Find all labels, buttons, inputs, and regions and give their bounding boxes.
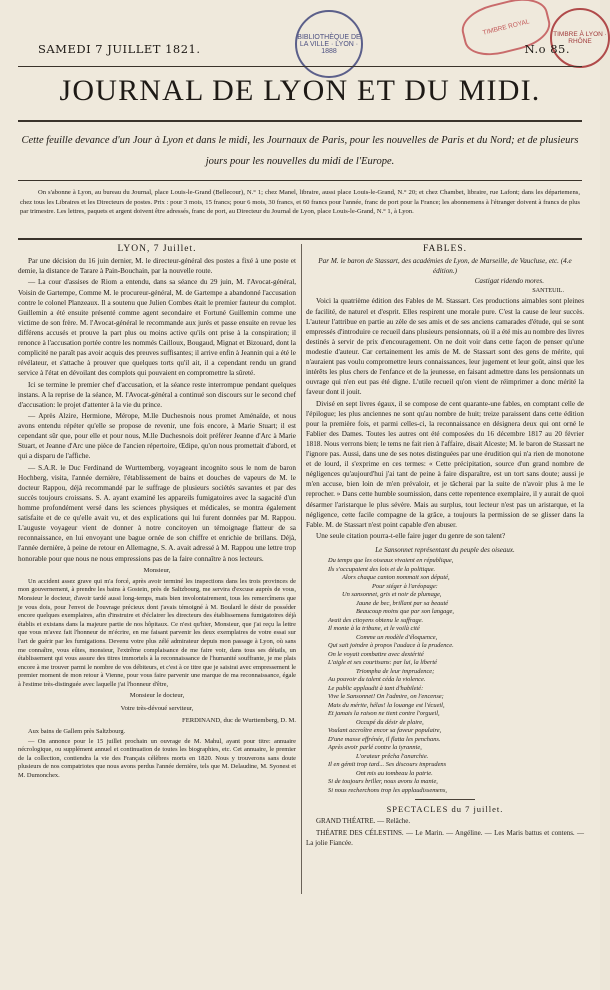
spectacle-item: THÉATRE DES CÉLESTINS. — Le Marin. — Angéline. — Les Maris battus et contens. — La jolie Fiancée. [306, 828, 584, 847]
article-paragraph: — La cour d'assises de Riom a entendu, dans sa séance du 29 juin, M. l'Avocat-général, Voisin de Gartempe, Comme M. le procureur-général, M. de Gartempe a abandonné l'accusation contre le colonel Planzeaux. Il a soutenu que Julien Combes était le premier fauteur du complot. Guillemin a été ensuite présenté comme agent secondaire et Fortuné Guillemin comme une victime de son frère. M. l'Avocat-général le recommande aux jurés et passe ensuite en revue les différens accusés et prouve la part plus ou moins active qu'ils ont prise à la conspiration; il renonce à l'accusation portée contre les nommés Cailloux, Bougaud, Mignat et Bizouard, dont la complicité ne paraît pas avoir acquis des preuves suffisantes; il arrive enfin à Jeannin qui a été le révélateur, et s'attache à prouver que quelques torts qu'il ait, il a cependant rendu un grand service à l'état en dévoilant des complots qui pouvaient en compromettre la sûreté. [18, 278, 296, 378]
poem-line: Et jamais la raison ne tient contre l'orgueil, [328, 710, 440, 718]
poem-line: Au pouvoir du talent céda la violence. [328, 676, 426, 684]
subtitle-rule [18, 180, 582, 181]
poem-line: Vive le Sansonnet! On l'admire, on l'encense; [328, 693, 444, 701]
spectacle-item: GRAND THÉATRE. — Relâche. [316, 817, 411, 826]
article-paragraph: — S.A.R. le Duc Ferdinand de Wurttemberg, voyageant incognito sous le nom de baron Hochberg, visita, l'année dernière, l'établissement de bains et douches de vapeurs de M. le docteur Rappou, déjà recommandé par le suffrage de plusieurs sociétés savantes et par des succès toujours croissans. S. A. ayant examiné les appareils fumigatoires avec la sagacité d'un homme profondément versé dans les sciences physiques et médicales, se montra également satisfaite et de ce qu'elle avait vu, et des explications qui lui furent données par M. Rappou. L'auguste voyageur vient de donner à notre concitoyen un témoignage flatteur de sa reconnaissance, en lui envoyant une bague ornée de son chiffre et enrichie de brillans. Déjà, l'année dernière, à peine de retour en Allemagne, S. A. avait adressé à M. Rappou une lettre trop honorable pour que nous ne nous empressions pas de la faire connaître à nos lecteurs. [18, 463, 296, 563]
column-separator [301, 244, 302, 894]
issue-date: SAMEDI 7 JUILLET 1821. [38, 42, 201, 56]
poem-title: Le Sansonnet représentant du peuple des oiseaux. [375, 546, 515, 555]
letter-block [18, 566, 296, 781]
article-paragraph: Ici se termine le premier chef d'accusation, et la séance reste interrompue pendant quelques instans. A la reprise de la séance, M. l'Avocat-général a continué son discours sur le second chef d'accusation: le projet d'attenter à la vie du prince. [18, 380, 296, 409]
poem-line: Beaucoup moins que par son langage, [356, 608, 454, 616]
fables-heading: FABLES. [422, 244, 468, 254]
poem-line: Alors chaque canton nommait son député, [342, 574, 450, 582]
poem-line: On le voyait combattre avec dextérité [328, 650, 424, 658]
poem-line: Qui sait joindre à propos l'audace à la prudence. [328, 642, 454, 650]
article-paragraph: Divisé en sept livres égaux, il se compose de cent quarante-une fables, en comptant celle de l'épilogue; les plus anciennes ne sont qu'au nombre de huit; treize paraissent dans cette édition pour la première fois, et parmi celles-ci, la reconnaissance en désignera deux qui ont orné le Fablier des Dames. Toutes les autres ont été composées du 16 décembre 1817 au 20 février 1818. Nous verrons bien; le tems ne fait rien à l'affaire, disait Alceste; M. le baron de Stassart ne l'ignore pas. Aussi, dans une de ses notes distinguées par une érudition qui n'a rien de monotone et de lourd, il s'exprime en ces termes: « Cette précipitation, source d'un grand nombre de négligences qu'aujourd'hui j'ai tant de peine à faire disparaître, est un tort sans doute; aussi je m'en accuse, bien loin de m'en prévaloir, et je tâcherai par la suite de n'avoir plus à me le reprocher. » Dans cette humble soumission, dans cette repentence exemplaire, il y aurait de quoi désarmer l'aristarque le plus sévère. Mais au surplus, tout lecteur n'est pas un aristarque, et la négligence, cette facile compagne de la grâce, a toujours la permission de se glisser dans la Fable. M. de Stassart n'est point capable d'en abuser. [306, 399, 584, 529]
poem-line: Voulant accroître encor sa faveur populaire, [328, 727, 442, 735]
fables-motto: Castigat ridendo mores. [474, 277, 544, 286]
poem-line: Il monte à la tribune, et le voilà cité [328, 625, 420, 633]
poem-line: Comme un modèle d'éloquence, [356, 633, 438, 641]
letter-place: Aux bains de Gallem près Saltzbourg. [28, 727, 126, 735]
issue-number: N.o 85. [524, 42, 570, 56]
letter-signature: FERDINAND, duc de Wurttemberg, D. M. [182, 716, 296, 724]
poem-line: L'aigle et ses courtisans: par lui, la liberté [328, 659, 437, 667]
header-bottom-rule [18, 238, 582, 240]
subscription-notice: On s'abonne à Lyon, au bureau du Journal, place Louis-le-Grand (Bellecour), N.° 1; chez Manel, libraire, aussi place Louis-le-Grand, N.° 20; et chez Chambet, libraire, rue Lafont; dans les départemens, chez tous les Libraires et les Directeurs de postes. Prix : pour 3 mois, 15 francs; pour 6 mois, 30 francs, et 60 francs pour l'année, franc de port pour la France; les abonnemens à l'étranger doivent à francs de plus par trimestre. Les lettres, paquets et argent doivent être adressés, franc de port, au Directeur du Journal de Lyon, place Louis-le-Grand, N.° 1, à Lyon. [20, 189, 580, 215]
letter-close-2: Votre très-dévoué serviteur, [120, 704, 194, 712]
poem-line: Le public applaudit à tant d'habileté: [328, 684, 424, 692]
spectacles-heading: SPECTACLES du 7 juillet. [386, 804, 504, 815]
poem-line: Jaune de bec, brillant par sa beauté [356, 599, 449, 607]
fables-byline: Par M. le baron de Stassart, des académies de Lyon, de Marseille, de Vaucluse, etc. (4.e édition.) [318, 257, 572, 276]
letter-close-1: Monsieur le docteur, [129, 692, 185, 700]
poem-line: Triompha de leur imprudence; [356, 667, 435, 675]
poem-line: Il en gémit trop tard... Ses discours imprudens [328, 761, 447, 769]
poem-line: Un sansonnet, gris et noir de plumage, [342, 591, 442, 599]
poem-line: D'une masse effrénée, il flatta les penchans. [328, 735, 441, 743]
timbre-royal-text: TIMBRE ROYAL [481, 17, 531, 37]
poem-line: Ont mis au tombeau la patrie. [356, 769, 433, 777]
poem-line: Occupé du désir de plaire, [356, 718, 424, 726]
newspaper-title: JOURNAL DE LYON ET DU MIDI. [59, 74, 541, 107]
section-divider [415, 799, 475, 800]
timbre-rhone-text: TIMBRE À LYON · RHÔNE [553, 31, 607, 45]
library-stamp-text: BIBLIOTHÈQUE DE LA VILLE · LYON · 1888 [297, 33, 361, 55]
article-paragraph: Voici la quatrième édition des Fables de M. Stassart. Ces productions aimables sont pleines de facilité, de naturel et d'esprit. Elles respirent une morale pure. C'est la cause de leur succès. L'auteur l'attribue en partie au zèle de ses amis et de ses anciens camarades d'étude, qui se sont empressés d'introduire ce recueil dans plusieurs pensionnats, où il a été mis au nombre des livres destinés à servir de prix d'encouragement. On ne doit voir dans cette façon de penser qu'une modestie d'auteur. Car certainement les amis de M. de Stassart sont des gens de mérite, qui n'auraient pas voulu compromettre leurs connaissances, leur jugement et leur goût, ainsi que les intérêts les plus chers de l'enfance et de la jeunesse, en faisant admettre dans les pensionnats un ouvrage qui n'en eut pas été digne. L'utile recueil qu'on vient de réimprimer a donc mérité la faveur dont il jouit. [306, 297, 584, 397]
article-paragraph: Par une décision du 16 juin dernier, M. le directeur-général des postes a fixé à une poste et demie, la distance de Tarare à Pain-Bouchain, par la nouvelle route. [18, 257, 296, 276]
poem-line: Si de toujours briller, nous avons la manie, [328, 778, 438, 786]
title-rule [18, 120, 582, 122]
letter-salutation: Monsieur, [143, 566, 171, 574]
poem-line: Avait des citoyens obtenu le suffrage. [328, 616, 424, 624]
right-column [306, 244, 584, 849]
poem-line: Pour siéger à l'aréopage: [372, 582, 438, 590]
left-column [18, 244, 296, 782]
article-paragraph: — On annonce pour le 15 juillet prochain un ouvrage de M. Mahul, ayant pour titre: annuaire nécrologique, ou supplément annuel et continuation de toutes les biographies, etc. Cet annuaire, le premier de la collection, contiendra la vie des Français célèbres morts en 1820. Nous y trouverons sans doute plusieurs de nos compatriotes que nous avons perdus l'année dernière, tels que M. Delaudine, M. Syonest et M. Dumonchex. [18, 737, 296, 779]
poem-line: Mais du mérite, hélas! la louange est l'écueil, [328, 701, 445, 709]
poem-line: Ils s'occupaient des lois et de la politique. [328, 565, 436, 573]
fables-motto-author: SANTEUIL. [532, 287, 564, 295]
poem-line: Du temps que les oiseaux vivaient en république, [328, 557, 454, 565]
poem-line: L'orateur prêcha l'anarchie. [356, 752, 429, 760]
letter-text: Un accident assez grave qui m'a forcé, après avoir terminé les inspections dans les trois provinces de mon gouvernement, à prendre les bains à Gostein, près de Saltzbourg, me servira d'excuse auprès de vous, Monsieur le docteur, d'avoir tardé aussi long-temps, mais bien involontairement, tous les remercîmens que je vous dois, pour l'envoi de l'ouvrage précieux dont j'avais témoigné à M. Boulard le désir de posséder encore quelques exemplaires, afin d'instruire et d'éclairer les directeurs des établissemens fumigatoires déjà établis et existans dans la majeure partie de nos hôpitaux. Ce n'est qu'hier, Monsieur, que j'ai reçu la lettre que vous m'avez fait l'honneur de m'écrire, en me faisant parvenir les deux exemplaires de votre essai sur l'art de guérir par les fumigations. Devenu votre plus zélé admirateur depuis mon passage à Lyon, où sans me connaître, vous eûtes, monsieur, l'extrême complaisance de me faire voir, dans tous ses détails, un établissement qui vous assure des titres immortels à la reconnaissance de l'humanité souffrante, je me plais encore à me trouver parmi le nombre de vos débiteurs, et c'est à ce titre que je saisirai avec empressement le premier moment de mon retour à Vienne, pour vous faire parvenir une marque de ma reconnaissance, égale à l'estime très-distinguée avec laquelle j'ai l'honneur d'être, [18, 577, 296, 688]
spectacles-list [306, 816, 584, 847]
timbre-rhone-stamp [550, 8, 610, 68]
poem-line: Après avoir parlé contre la tyrannie, [328, 744, 422, 752]
article-paragraph: — Après Alzire, Hermione, Mérope, M.lle Duchesnois nous promet Aménaïde, et nous avons entendu répéter qu'elle se propose de revenir, une fois encore, à Marie Stuart; il est cependant sûr que, pour elle et pour nous, M.lle Duchesnois doit préférer Jeanne d'Arc à Marie Stuart, et Jeanne d'Arc une pièce de l'ancien répertoire, Œdipe, qu'on nous promettait d'abord, et qui a disparu de l'affiche. [18, 412, 296, 461]
newspaper-subtitle: Cette feuille devance d'un Jour à Lyon et dans le midi, les Journaux de Paris, pour les nouvelles de Paris et du Nord; et de plusieurs jours pour les nouvelles du midi de l'Europe. [21, 135, 579, 167]
lyon-heading: LYON, 7 Juillet. [117, 244, 197, 254]
poem-line: Si nous recherchons trop les applaudissemens, [328, 786, 447, 794]
article-paragraph: Une seule citation pourra-t-elle faire juger du genre de son talent? [316, 532, 506, 540]
poem [306, 557, 584, 795]
top-rule [18, 66, 582, 67]
dateline [38, 42, 570, 58]
